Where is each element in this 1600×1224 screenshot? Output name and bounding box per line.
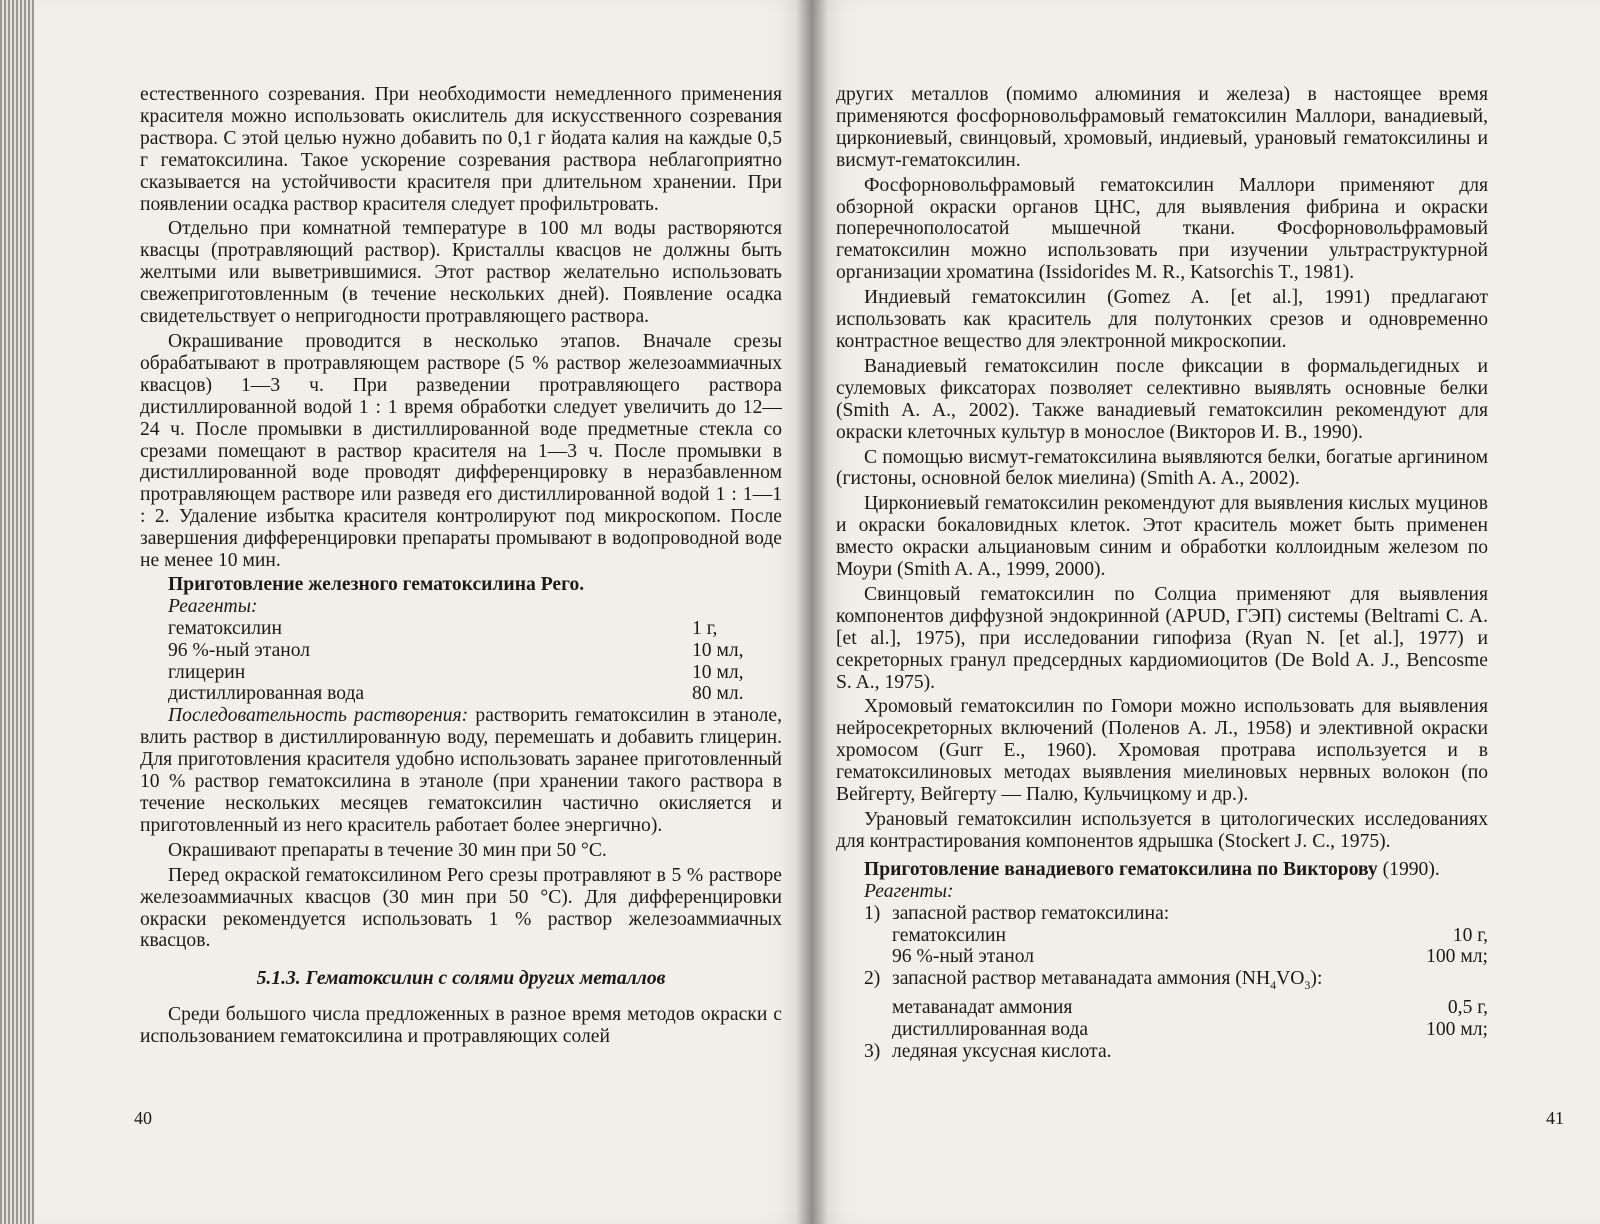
heading-year: (1990). [1382, 858, 1440, 880]
paragraph: Среди большого числа предложенных в разное время методов окраски с использованием гематоксилина и протравляющих солей [140, 1004, 782, 1048]
reagents-label: Реагенты: [864, 880, 954, 902]
reagent-name: дистиллированная вода [892, 1019, 1089, 1041]
reagent-row [168, 662, 782, 684]
reagents-label: Реагенты: [168, 595, 258, 617]
paragraph: Циркониевый гематоксилин рекомендуют для выявления кислых муцинов и окраски бокаловидных клеток. Этот краситель может быть применен вместо окраски альциановым синим и обработки коллоидным железом по Моури (Smith A. A., 1999, 2000). [836, 493, 1488, 581]
numbered-list [864, 903, 1488, 1063]
subscript: 4 [1270, 978, 1277, 993]
page-edge [0, 0, 34, 1224]
right-text-column [836, 84, 1488, 1063]
title-part: запасной раствор метаванадата аммония (NH [892, 968, 1271, 990]
paragraph: Перед окраской гематоксилином Рего срезы протравляют в 5 % растворе железоаммиачных квасцов (30 мин при 50 °С). Для дифференцировки окраски рекомендуется использовать 1 % раствор железоаммиачных квасцов. [140, 864, 782, 952]
section-title: 5.1.3. Гематоксилин с солями других металлов [256, 968, 666, 990]
title-part: VO [1276, 968, 1305, 990]
reagent-row [168, 683, 782, 705]
reagent-name: 96 %-ный этанол [892, 946, 1035, 968]
left-text-column [140, 84, 782, 1048]
paragraph: Свинцовый гематоксилин по Солциа применяют для выявления компонентов диффузной эндокринной (APUD, ГЭП) системы (Beltrami C. A. [et al.], 1975), при исследовании гипофиза (Ryan N. [et al.], 1977) и секреторных гранул предсердных кардиомиоцитов (De Bold A. J., Bencosme S. A., 1975). [836, 583, 1488, 693]
right-page [812, 0, 1600, 1224]
paragraph: С помощью висмут-гематоксилина выявляются белки, богатые аргинином (гистоны, основной белок миелина) (Smith A. A., 2002). [836, 446, 1488, 490]
reagent-amount: 100 мл; [1426, 1019, 1488, 1041]
paragraph: Окрашивают препараты в течение 30 мин при 50 °С. [168, 839, 607, 861]
viktorov-heading [836, 859, 1488, 881]
sub-row [892, 925, 1488, 947]
reagent-amount: 10 г, [1452, 924, 1488, 946]
paragraph: Индиевый гематоксилин (Gomez A. [et al.], 1991) предлагают использовать как краситель для полутонких срезов и одновременно контрастное вещество для электронной микроскопии. [836, 287, 1488, 352]
paragraph: Ванадиевый гематоксилин после фиксации в формальдегидных и сулемовых фиксаторах позволяет селективно выявлять основные белки (Smith A. A., 2002). Также ванадиевый гематоксилин рекомендуют для окраски клеточных культур в монослое (Викторов И. В., 1990). [836, 355, 1488, 443]
reagent-name: гематоксилин [892, 924, 1006, 946]
reagent-name: 96 %-ный этанол [168, 639, 311, 661]
reagent-amount: 10 мл, [692, 661, 744, 683]
book-gutter [796, 0, 828, 1224]
sequence-label: Последовательность растворения: [168, 705, 469, 727]
subscript: 3 [1304, 978, 1311, 993]
sub-row [892, 946, 1488, 968]
list-item-title: ледяная уксусная кислота. [892, 1040, 1112, 1062]
paragraph: Окрашивание проводится в несколько этапов. Вначале срезы обрабатывают в протравляющем растворе (5 % раствор железоаммиачных квасцов) 1—3 ч. При разведении протравляющего раствора дистиллированной водой 1 : 1 время обработки следует увеличить до 12—24 ч. После промывки в дистиллированной воде предметные стекла со срезами помещают в раствор красителя на 1—3 ч. После промывки в дистиллированной воде проводят дифференцировку в неразбавленном протравляющем растворе или разведя его дистиллированной водой 1 : 1—1 : 2. Удаление избытка красителя контролируют под микроскопом. После завершения дифференцировки препараты промывают в водопроводной воде не менее 10 мин. [140, 330, 782, 572]
reagent-amount: 100 мл; [1426, 946, 1488, 968]
list-item [864, 1041, 1488, 1063]
sequence-text: растворить гематоксилин в этаноле, влить раствор в дистиллированную воду, перемешать и добавить глицерин. Для приготовления красителя удобно использовать заранее приготовленный 10 % раствор гематоксилина в этаноле (при хранении такого раствора в течение нескольких месяцев гематоксилин частично окисляется и приготовленный из него краситель работает более энергично). [140, 705, 783, 836]
list-item [864, 903, 1488, 925]
reagent-row [168, 618, 782, 640]
reagents-table [168, 618, 782, 706]
reagent-amount: 80 мл. [692, 683, 744, 705]
rego-heading: Приготовление железного гематоксилина Рего. [168, 573, 585, 595]
reagent-row [168, 640, 782, 662]
reagent-amount: 1 г, [692, 617, 718, 639]
paragraph: Урановый гематоксилин используется в цитологических исследованиях для контрастирования компонентов ядрышка (Stockert J. C., 1975). [836, 809, 1488, 852]
list-item [864, 968, 1488, 997]
sub-row [892, 997, 1488, 1019]
page-number: 41 [1546, 1108, 1564, 1128]
title-part: ): [1310, 968, 1323, 990]
reagent-amount: 10 мл, [692, 639, 744, 661]
reagent-name: глицерин [168, 661, 246, 683]
paragraph: естественного созревания. При необходимости немедленного применения красителя можно использовать окислитель для искусственного созревания раствора. С этой целью нужно добавить по 0,1 г йодата калия на каждые 0,5 г гематоксилина. Такое ускорение созревания раствора неблагоприятно сказывается на устойчивости красителя при длительном хранении. При появлении осадка раствор красителя следует профильтровать. [140, 84, 782, 215]
paragraph: Отдельно при комнатной температуре в 100 мл воды растворяются квасцы (протравляющий раствор). Кристаллы квасцов не должны быть желтыми или выветрившимися. Этот раствор желательно использовать свежеприготовленным (в течение нескольких дней). Появление осадка свидетельствует о непригодности протравляющего раствора. [140, 218, 782, 328]
reagent-name: гематоксилин [168, 617, 282, 639]
reagent-name: дистиллированная вода [168, 683, 365, 705]
page-number: 40 [134, 1108, 152, 1128]
paragraph: Хромовый гематоксилин по Гомори можно использовать для выявления нейросекреторных включений (Поленов А. Л., 1958) и элективной окраски хромосом (Gurr E., 1960). Хромовая протрава используется и в гематоксилиновых методах выявления миелиновых нервных волокон (по Вейгерту, Вейгерту — Палю, Кульчицкому и др.). [836, 696, 1488, 806]
list-item-title [892, 968, 1488, 997]
list-number: 1) [864, 902, 881, 924]
sequence-paragraph [140, 705, 782, 836]
heading-text: Приготовление ванадиевого гематоксилина по Викторову [864, 858, 1378, 880]
reagent-amount: 0,5 г, [1447, 997, 1488, 1019]
paragraph: Фосфорновольфрамовый гематоксилин Маллори применяют для обзорной окраски органов ЦНС, для выявления фибрина и окраски поперечнополосатой мышечной ткани. Фосфорновольфрамовый гематоксилин можно использовать при изучении ультраструктурной организации хроматина (Issidorides M. R., Katsorchis T., 1981). [836, 174, 1488, 284]
list-number: 3) [864, 1040, 881, 1062]
list-item-title: запасной раствор гематоксилина: [892, 902, 1170, 924]
reagent-name: метаванадат аммония [892, 997, 1073, 1019]
paragraph: других металлов (помимо алюминия и железа) в настоящее время применяются фосфорновольфрамовый гематоксилин Маллори, ванадиевый, циркониевый, свинцовый, хромовый, индиевый, урановый гематоксилины и висмут-гематоксилин. [836, 84, 1488, 171]
list-number: 2) [864, 968, 881, 990]
sub-row [892, 1019, 1488, 1041]
